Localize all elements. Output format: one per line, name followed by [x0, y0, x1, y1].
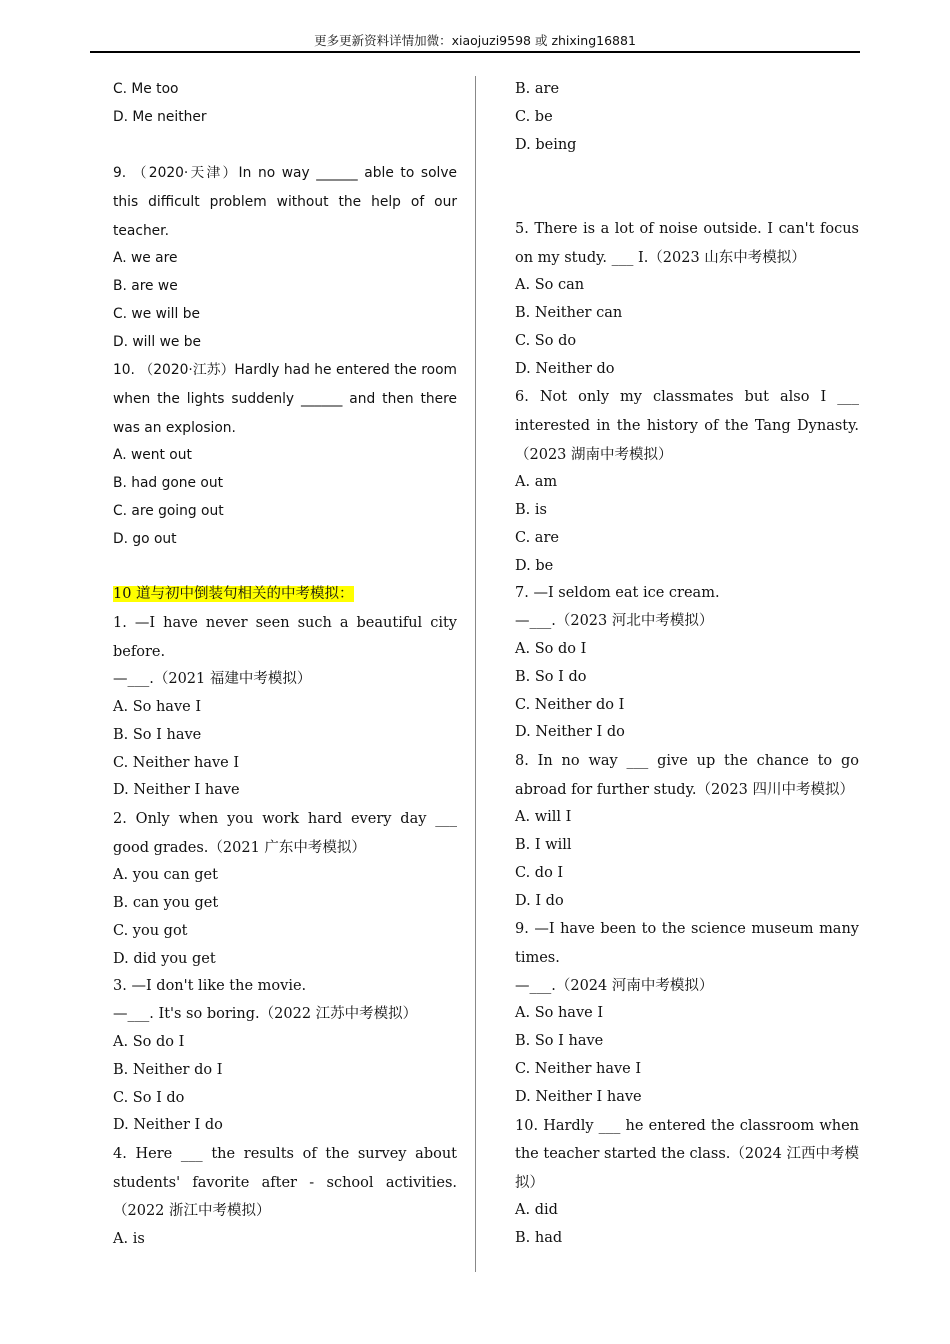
question-stem: 2. Only when you work hard every day ___ good grades.（2021 广东中考模拟） [113, 811, 457, 856]
mock-question-4 [113, 1140, 457, 1254]
option-c: C. Me too [113, 81, 179, 97]
option-d: D. be [515, 557, 554, 574]
option-a: A. is [113, 1231, 145, 1248]
question-reply: —___.（2021 福建中考模拟） [113, 671, 312, 688]
option-d: D. Me neither [113, 108, 207, 125]
question-reply: —___.（2023 河北中考模拟） [515, 613, 714, 630]
option-a: A. So do I [515, 640, 587, 657]
option-a: A. we are [113, 250, 178, 267]
option-a: A. you can get [113, 867, 218, 884]
option-b: B. So I do [515, 668, 587, 685]
question-stem: 6. Not only my classmates but also I ___ interested in the history of the Tang Dynasty.（2023 湖南中考模拟） [515, 389, 859, 463]
option-b: B. is [515, 501, 547, 518]
question-stem: 10. （2020·江苏）Hardly had he entered the room when the lights suddenly ______ and then there was an explosion. [113, 362, 457, 436]
option-a: A. am [515, 474, 558, 491]
option-d: D. Neither I have [515, 1088, 642, 1105]
question-stem: 3. —I don't like the movie. [113, 978, 307, 995]
question-stem: 8. In no way ___ give up the chance to go abroad for further study.（2023 四川中考模拟） [515, 753, 859, 798]
option-b: B. had [515, 1230, 563, 1247]
left-column [113, 76, 457, 1254]
question-stem: 9. （2020·天津）In no way ______ able to solve this difficult problem without the help of our teacher. [113, 165, 457, 239]
question-stem: 10. Hardly ___ he entered the classroom when the teacher started the class.（2024 江西中考模拟） [515, 1117, 859, 1191]
question-reply: —___.（2024 河南中考模拟） [515, 977, 714, 994]
question-stem: 1. —I have never seen such a beautiful city before. [113, 614, 457, 660]
mock-question-10 [515, 1112, 859, 1253]
question-stem: 5. There is a lot of noise outside. I can't focus on my study. ___ I.（2023 山东中考模拟） [515, 220, 859, 266]
option-a: A. went out [113, 447, 192, 464]
question-10 [113, 356, 457, 553]
mock-question-6 [515, 383, 859, 580]
column-divider [475, 76, 476, 1272]
question-stem: 9. —I have been to the science museum many times. [515, 921, 859, 967]
option-b: B. Neither can [515, 304, 623, 321]
mock-question-2 [113, 805, 457, 973]
option-a: A. will I [515, 809, 572, 826]
option-b: B. are [515, 81, 560, 97]
question-9 [113, 159, 457, 356]
option-c: C. you got [113, 922, 188, 939]
option-c: C. are going out [113, 502, 224, 519]
option-b: B. had gone out [113, 474, 223, 491]
question-reply: —___. It's so boring.（2022 江苏中考模拟） [113, 1006, 418, 1023]
option-d: D. being [515, 136, 577, 153]
option-d: D. will we be [113, 333, 201, 350]
option-a: A. did [515, 1202, 558, 1219]
option-b: B. So I have [113, 726, 202, 743]
option-b: B. Neither do I [113, 1061, 223, 1078]
option-d: D. Neither I do [113, 1117, 223, 1134]
section-title: 10 道与初中倒装句相关的中考模拟： [113, 586, 354, 603]
option-a: A. So have I [515, 1005, 604, 1022]
mock-question-3 [113, 973, 457, 1140]
mock-question-5 [515, 215, 859, 383]
mock-question-8 [515, 747, 859, 915]
mock-question-4-continued [515, 76, 859, 159]
option-c: C. So I do [113, 1089, 185, 1106]
option-c: C. Neither have I [515, 1061, 642, 1078]
option-d: D. I do [515, 892, 564, 909]
option-b: B. I will [515, 837, 572, 854]
option-d: D. Neither I have [113, 782, 240, 799]
question-stem: 4. Here ___ the results of the survey about students' favorite after - school activities.（2022 浙江中考模拟） [113, 1146, 457, 1220]
option-c: C. So do [515, 332, 577, 349]
option-d: D. Neither I do [515, 724, 625, 741]
question-stem: 7. —I seldom eat ice cream. [515, 585, 720, 602]
option-b: B. So I have [515, 1033, 604, 1050]
mock-question-9 [515, 915, 859, 1111]
option-c: C. do I [515, 864, 564, 881]
option-d: D. did you get [113, 950, 216, 967]
option-c: C. we will be [113, 305, 200, 322]
option-c: C. be [515, 108, 553, 125]
option-a: A. So do I [113, 1034, 185, 1051]
option-d: D. go out [113, 530, 177, 547]
mock-question-7 [515, 580, 859, 747]
option-b: B. can you get [113, 895, 219, 912]
option-c: C. Neither do I [515, 696, 625, 713]
right-column [515, 76, 859, 1253]
option-c: C. Neither have I [113, 754, 240, 771]
option-a: A. So can [515, 277, 585, 294]
option-b: B. are we [113, 277, 178, 294]
option-a: A. So have I [113, 698, 202, 715]
option-c: C. are [515, 529, 559, 546]
mock-question-1 [113, 609, 457, 805]
option-d: D. Neither do [515, 360, 615, 377]
page-header: 更多更新资料详情加微：xiaojuzi9598 或 zhixing16881 [90, 32, 860, 53]
